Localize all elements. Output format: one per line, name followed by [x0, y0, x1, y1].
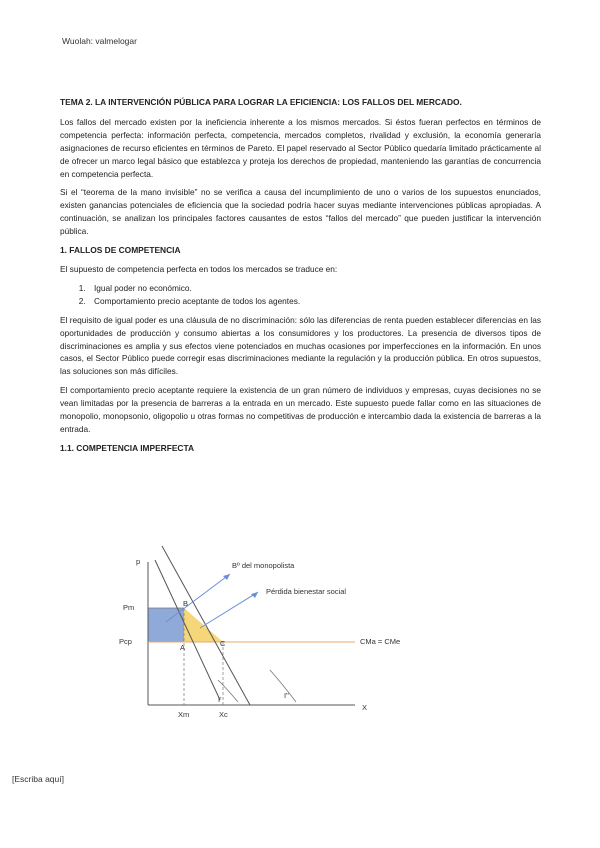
xm-label: Xm: [178, 710, 190, 719]
section-heading-competencia-imperfecta: 1.1. COMPETENCIA IMPERFECTA: [60, 442, 195, 453]
pm-label: Pm: [123, 603, 135, 612]
arrow-welfare: [200, 592, 258, 628]
y-axis-label: p: [136, 557, 141, 566]
paragraph-precio-aceptante: El comportamiento precio aceptante requiere la existencia de un gran número de individuos y empresas, cuyas decisiones no se vean limitadas por la presencia de barreras a la entrada en un mercado. Este supuesto puede fallar como en las situaciones de monopolio, monopsonio, oligopolio u otras formas no competitivas de producción e intercambio dada la existencia de barreras a la entrada.: [60, 385, 541, 434]
pcp-label: Pcp: [119, 637, 132, 646]
profit-annotation: Bº del monopolista: [232, 561, 295, 570]
document-title: TEMA 2. LA INTERVENCIÓN PÚBLICA PARA LOGRAR LA EFICIENCIA: LOS FALLOS DEL MERCADO.: [60, 97, 462, 107]
x-axis-label: X: [362, 703, 368, 712]
paragraph-invisible-hand: Si el “teorema de la mano invisible” no se verifica a causa del incumplimiento de uno o varios de los supuestos enunciados, existen ganancias potenciales de eficiencia que la sociedad podría hacer suyas mediante intervenciones públicas apropiadas. A continuación, se analizan los principales factores causantes de estos “fallos del mercado” que pueden justificar la intervención pública.: [60, 187, 541, 237]
indifference-curve-2: [270, 670, 296, 702]
point-a-label: A: [180, 643, 186, 652]
cost-line-label: CMa = CMe: [360, 637, 400, 646]
list-item: 2. Comportamiento precio aceptante de todos los agentes.: [88, 295, 541, 308]
document-body: [60, 96, 541, 461]
requirements-list: [60, 282, 541, 308]
xc-label: Xc: [219, 710, 228, 719]
footer-placeholder[interactable]: [Escriba aquí]: [12, 774, 64, 784]
curve-label-2: I": [284, 691, 289, 700]
monopoly-diagram: [100, 540, 400, 730]
welfare-annotation: Pérdida bienestar social: [266, 587, 347, 596]
point-c-label: C: [220, 639, 226, 648]
paragraph-intro: Los fallos del mercado existen por la ineficiencia inherente a los mismos mercados. Si éstos fueran perfectos en términos de competencia perfecta: información perfecta, competencia, mercados completos, rivalidad y exclusión, la economía generaría asignaciones de recurso eficientes en términos de Pareto. El papel reservado al Sector Público quedaría limitado prácticamente al de ofrecer un marco legal básico que establezca y proteja los derechos de propiedad, manteniendo las garantías de concurrencia en competencia perfecta.: [60, 116, 541, 179]
welfare-loss-triangle: [184, 608, 223, 642]
header-author: Wuolah: valmelogar: [62, 36, 137, 46]
list-item: 1. Igual poder no económico.: [88, 282, 541, 295]
monopoly-diagram-svg: [100, 540, 400, 725]
section-heading-fallos-competencia: 1. FALLOS DE COMPETENCIA: [60, 245, 181, 256]
point-b-label: B: [183, 599, 189, 608]
paragraph-igual-poder: El requisito de igual poder es una cláusula de no discriminación: sólo las diferencias de renta pueden establecer diferencias en las oportunidades de producción y consumo abiertas a los consumidores y los productores. La presencia de diversos tipos de discriminaciones es amplia y sus efectos viene potenciados en muchas ocasiones por imperfecciones en la información. En unos casos, el Sector Público puede corregir esas discriminaciones mediante la regulación y la producción pública. En otros supuestos, las soluciones son más difíciles.: [60, 314, 541, 377]
arrow-welfare-head: [251, 592, 258, 598]
arrow-profit-head: [223, 574, 230, 580]
curve-label-1: I': [218, 695, 222, 704]
section-intro: El supuesto de competencia perfecta en todos los mercados se traduce en:: [60, 263, 338, 274]
